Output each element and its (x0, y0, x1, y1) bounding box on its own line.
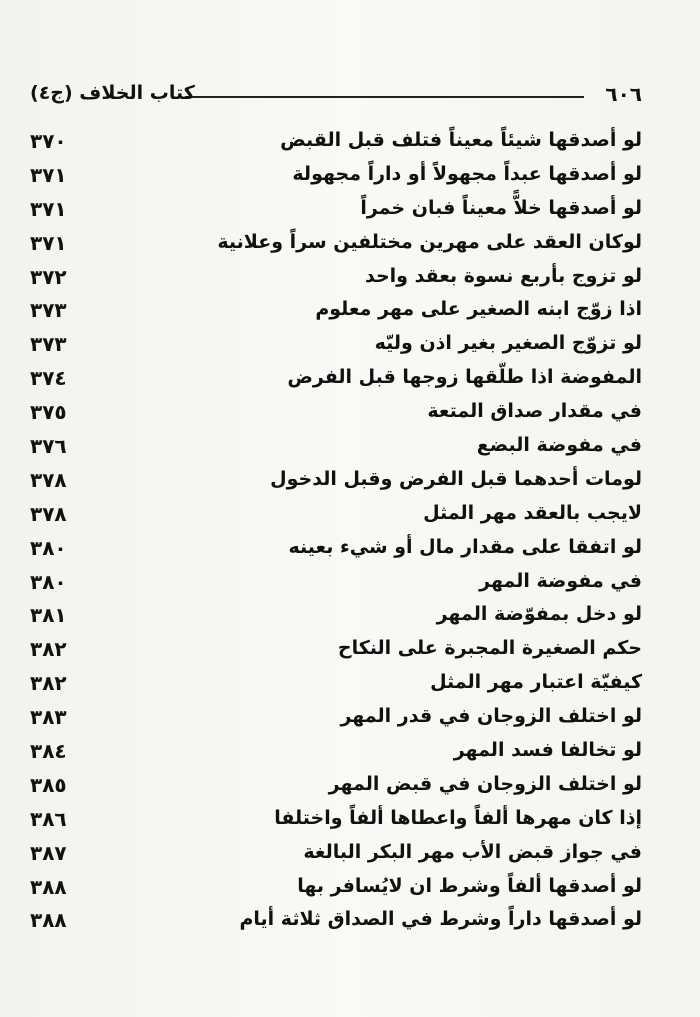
toc-entry-title: إذا كان مهرها ألفاً واعطاها ألفاً واختلفا (274, 806, 642, 829)
toc-row (30, 432, 642, 466)
toc-row (30, 398, 642, 432)
toc-row (30, 669, 642, 703)
toc-entry-page: ٣٨٢ (30, 671, 67, 696)
page-header (30, 82, 642, 112)
table-of-contents (30, 127, 642, 940)
running-title: كتاب الخلاف (ج٤) (30, 82, 195, 104)
toc-entry-title: لو تزوج بأربع نسوة بعقد واحد (365, 264, 642, 287)
toc-row (30, 703, 642, 737)
toc-entry-title: حكم الصغيرة المجبرة على النكاح (337, 637, 642, 660)
toc-entry-title: اذا زوّج ابنه الصغير على مهر معلوم (315, 298, 642, 321)
toc-entry-title: لو اختلف الزوجان في قبض المهر (328, 772, 642, 795)
toc-row (30, 195, 642, 229)
toc-entry-page: ٣٨٤ (30, 739, 67, 764)
toc-row (30, 229, 642, 263)
toc-entry-page: ٣٧٣ (30, 298, 67, 323)
toc-entry-page: ٣٧١ (30, 162, 67, 187)
toc-row (30, 771, 642, 805)
toc-entry-page: ٣٧١ (30, 196, 67, 221)
toc-entry-page: ٣٨٢ (30, 637, 67, 662)
toc-entry-page: ٣٨٨ (30, 908, 67, 933)
toc-entry-title: لو تزوّج الصغير بغير اذن وليّه (374, 332, 642, 355)
toc-row (30, 330, 642, 364)
toc-entry-title: لو دخل بمفوّضة المهر (436, 603, 642, 626)
toc-row (30, 466, 642, 500)
toc-entry-title: لومات أحدهما قبل الفرض وقبل الدخول (270, 467, 642, 490)
toc-row (30, 127, 642, 161)
toc-entry-page: ٣٨١ (30, 603, 67, 628)
toc-row (30, 805, 642, 839)
page-number: ٦٠٦ (605, 82, 642, 106)
toc-entry-title: في مقدار صداق المتعة (427, 400, 642, 423)
toc-entry-page: ٣٧٣ (30, 332, 67, 357)
toc-row (30, 364, 642, 398)
toc-entry-title: لو أصدقها خلاًّ معيناً فبان خمراً (360, 196, 642, 219)
toc-entry-page: ٣٧٨ (30, 501, 67, 526)
toc-row (30, 635, 642, 669)
toc-entry-page: ٣٧٤ (30, 366, 67, 391)
toc-entry-title: كيفيّة اعتبار مهر المثل (430, 671, 642, 694)
toc-row (30, 161, 642, 195)
toc-entry-title: في مفوضة المهر (479, 569, 642, 592)
toc-row (30, 737, 642, 771)
toc-entry-title: لو أصدقها شيئاً معيناً فتلف قبل القبض (280, 129, 642, 151)
toc-entry-page: ٣٨٣ (30, 705, 67, 730)
toc-row (30, 534, 642, 568)
header-rule (185, 96, 584, 98)
toc-entry-page: ٣٧٦ (30, 434, 67, 459)
toc-row (30, 568, 642, 602)
toc-entry-page: ٣٧٢ (30, 264, 67, 289)
toc-row (30, 839, 642, 873)
toc-row (30, 296, 642, 330)
toc-entry-title: لو أصدقها داراً وشرط في الصداق ثلاثة أيام (239, 908, 642, 931)
toc-entry-title: لو تخالفا فسد المهر (453, 739, 642, 762)
toc-entry-page: ٣٨٦ (30, 806, 67, 831)
toc-row (30, 263, 642, 297)
toc-row (30, 601, 642, 635)
toc-row (30, 906, 642, 940)
toc-entry-title: في جواز قبض الأب مهر البكر البالغة (303, 840, 642, 863)
toc-entry-title: لوكان العقد على مهرين مختلفين سراً وعلانية (217, 230, 642, 253)
toc-entry-page: ٣٨٠ (30, 535, 67, 560)
toc-entry-title: لايجب بالعقد مهر المثل (423, 501, 642, 524)
toc-entry-title: لو اتفقا على مقدار مال أو شيء بعينه (288, 535, 642, 558)
toc-entry-page: ٣٧٠ (30, 129, 67, 153)
toc-row (30, 873, 642, 907)
toc-entry-title: لو اختلف الزوجان في قدر المهر (340, 705, 642, 728)
toc-entry-page: ٣٨٠ (30, 569, 67, 594)
toc-row (30, 500, 642, 534)
toc-entry-page: ٣٨٥ (30, 772, 67, 797)
toc-entry-page: ٣٧١ (30, 230, 67, 255)
toc-entry-page: ٣٧٨ (30, 467, 67, 492)
toc-entry-page: ٣٨٨ (30, 874, 67, 899)
toc-entry-title: لو أصدقها عبداً مجهولاً أو داراً مجهولة (292, 162, 642, 185)
toc-entry-title: في مفوضة البضع (476, 434, 642, 457)
toc-entry-page: ٣٧٥ (30, 400, 67, 425)
toc-entry-title: المفوضة اذا طلّقها زوجها قبل الفرض (287, 366, 642, 389)
toc-entry-title: لو أصدقها ألفاً وشرط ان لايُسافر بها (297, 874, 642, 897)
toc-entry-page: ٣٨٧ (30, 840, 67, 865)
